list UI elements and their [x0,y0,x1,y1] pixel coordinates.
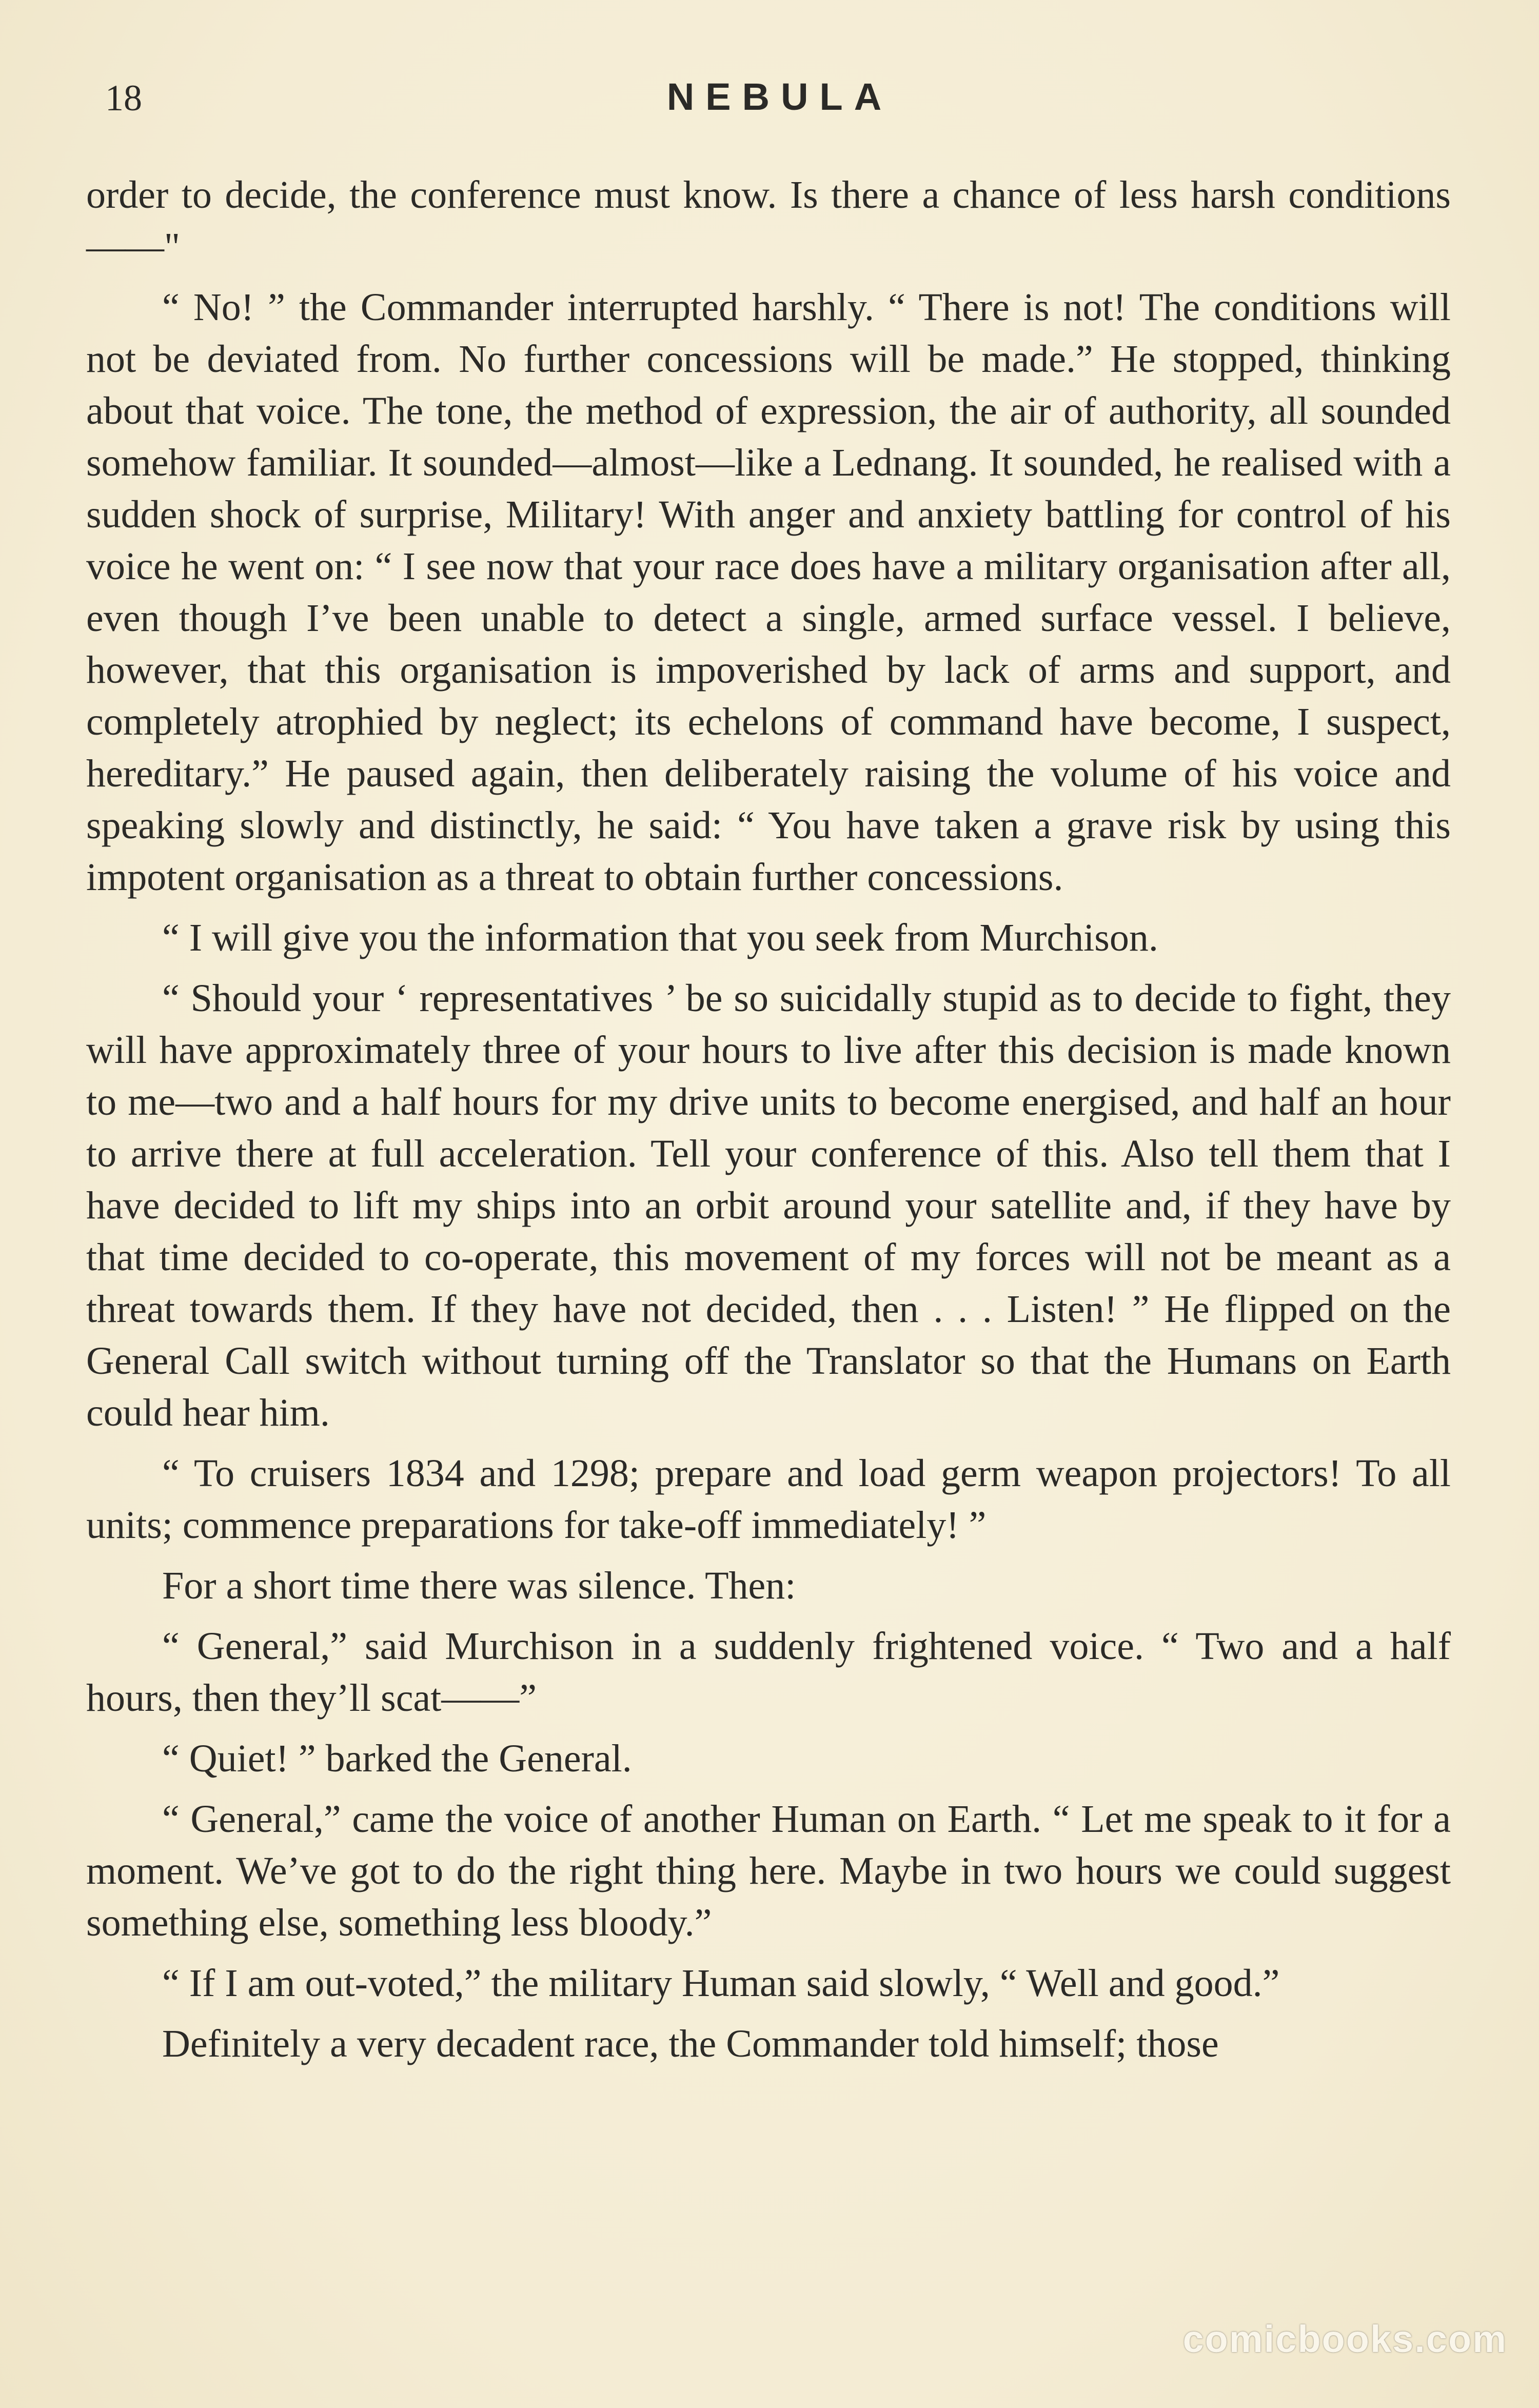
paragraph: Definitely a very decadent race, the Commander told himself; those [162,2022,1219,2065]
running-head: NEBULA [666,75,893,118]
page-header [105,77,1454,123]
site-watermark: comicbooks.com [1182,2318,1507,2360]
paragraph: “ No! ” the Commander interrupted harshly. “ There is not! The conditions will not be deviated from. No further concessions will be made.” He stopped, thinking about that voice. The tone, the method of expression, the air of authority, all sounded somehow familiar. It sounded—almost—like a Lednang. It sounded, he realised with a sudden shock of surprise, Military! With anger and anxiety battling for control of his voice he went on: “ I see now that your race does have a military organisation after all, even though I’ve been unable to detect a single, armed surface vessel. I believe, however, that this organisation is impoverished by lack of arms and support, and completely atrophied by neglect; its echelons of command have become, I suspect, hereditary.” He paused again, then deliberately raising the volume of his voice and speaking slowly and distinctly, he said: “ You have taken a grave risk by using this impotent organisation as a threat to obtain further concessions. [86,286,1451,899]
story-text [86,169,1451,2079]
paragraph: order to decide, the conference must know. Is there a chance of less harsh conditions——" [86,173,1451,268]
paragraph: “ Quiet! ” barked the General. [162,1737,632,1780]
paragraph: “ General,” came the voice of another Human on Earth. “ Let me speak to it for a moment. We’ve got to do the right thing here. Maybe in two hours we could suggest something else, something less bloody.” [86,1798,1451,1944]
paragraph: “ I will give you the information that you seek from Murchison. [162,916,1158,959]
paragraph: “ If I am out-voted,” the military Human said slowly, “ Well and good.” [162,1962,1280,2005]
paragraph: For a short time there was silence. Then: [162,1564,796,1607]
paragraph: “ General,” said Murchison in a suddenly frightened voice. “ Two and a half hours, then they’ll scat——” [86,1625,1451,1720]
paragraph: “ To cruisers 1834 and 1298; prepare and load germ weapon projectors! To all units; commence preparations for take-off immediately! ” [86,1452,1451,1547]
paragraph: “ Should your ‘ representatives ’ be so suicidally stupid as to decide to fight, they will have approximately three of your hours to live after this decision is made known to me—two and a half hours for my drive units to become energised, and half an hour to arrive there at full acceleration. Tell your conference of this. Also tell them that I have decided to lift my ships into an orbit around your satellite and, if they have by that time decided to co-operate, this movement of my forces will not be meant as a threat towards them. If they have not decided, then . . . Listen! ” He flipped on the General Call switch without turning off the Translator so that the Humans on Earth could hear him. [86,977,1451,1434]
page-number: 18 [105,77,142,119]
